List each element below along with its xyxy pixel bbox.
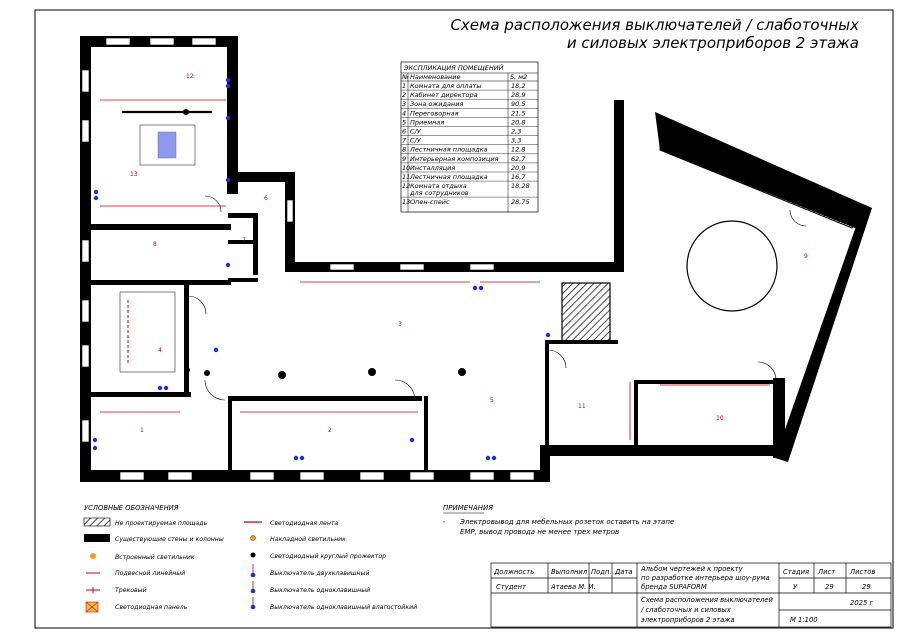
explication-row-name: Опен-спейс (410, 198, 450, 207)
explication-row-area: 90,5 (511, 100, 526, 109)
stamp-sheets: 29 (862, 583, 871, 591)
explication-row-area: 16,7 (511, 173, 526, 181)
stamp-album-1: Альбом чертежей к проекту (641, 565, 743, 573)
legend-wall-swatch (84, 534, 110, 542)
waterproof-switch-icon (251, 597, 256, 609)
stamp-year: 2025 г (850, 599, 874, 607)
title-block-text (493, 565, 875, 624)
explication-row-name: Зона ожидания (410, 100, 464, 109)
round-spot-icon (251, 553, 256, 558)
explication-col-name: Наименование (410, 73, 461, 81)
room-label-11: 11 (578, 403, 586, 410)
explication-row-num: 5 (402, 118, 407, 127)
explication-row-name: для сотрудников (410, 189, 469, 198)
legend-hatch-swatch (84, 518, 110, 526)
explication-row-area: 62,7 (511, 154, 526, 163)
doors (188, 196, 806, 400)
explication-row-name: Инсталляция (410, 163, 456, 172)
explication-row-area: 18,28 (511, 182, 530, 191)
explication-row-area: 3,3 (511, 136, 522, 145)
room-label-12: 12 (186, 73, 194, 80)
stamp-sheet-label: Лист (818, 568, 836, 576)
stamp-sheets-label: Листов (850, 568, 876, 576)
single-switch-icon (251, 581, 256, 593)
room-label-10: 10 (716, 415, 724, 422)
legend-header: УСЛОВНЫЕ ОБОЗНАЧЕНИЯ (84, 504, 179, 512)
stamp-drawing-1: Схема расположения выключателей (641, 596, 773, 604)
explication-row-area: 18,2 (511, 82, 526, 90)
explication-row-area: 12,8 (511, 145, 526, 154)
explication-row-area: 20,9 (511, 163, 526, 172)
stamp-drawing-3: электроприборов 2 этажа (641, 616, 735, 624)
explication-row-name: Интерьерная композиция (410, 154, 499, 163)
explication-row-num: 2 (402, 91, 407, 100)
explication-row-num: 3 (402, 100, 407, 109)
explication-row-area: 28,9 (511, 91, 526, 100)
explication-row-name: Переговорная (410, 109, 459, 118)
legend-right-3: Выключатель двухклавишный (270, 570, 370, 577)
legend-left-1: Существующие стены и колонны (115, 536, 224, 543)
stamp-album-2: по разработке интерьера шоу-рума (641, 574, 770, 582)
stamp-col-author: Выполнил (551, 568, 588, 576)
explication-row-num: 1 (402, 82, 407, 90)
explication-row-num: 13 (402, 198, 411, 207)
meeting-table (120, 112, 212, 372)
room-label-13: 13 (130, 171, 138, 178)
explication-row-name: Приемная (410, 118, 445, 127)
surface-light-icon (251, 536, 256, 541)
explication-row-num: 7 (402, 136, 407, 145)
explication-row-name: Лестничная площадка (410, 145, 488, 154)
room-label-3: 3 (398, 321, 402, 328)
explication-table (401, 62, 538, 212)
legend-left-5: Светодиодная панель (115, 604, 188, 611)
explication-row-name: Комната для оплаты (410, 82, 482, 90)
explication-row-num: 12 (402, 182, 411, 191)
recessed-light-icon (90, 553, 96, 559)
stamp-col-sign: Подп. (591, 568, 612, 576)
explication-row-area: 2,3 (511, 127, 522, 136)
room-label-5: 5 (490, 397, 494, 404)
room-label-6: 6 (264, 195, 268, 202)
legend (84, 504, 417, 612)
room-label-8: 8 (153, 241, 157, 248)
explication-row-num: 11 (402, 173, 411, 181)
track-light-icon (86, 587, 100, 593)
explication-row-num: 9 (402, 154, 407, 163)
room-label-7: 7 (242, 237, 246, 244)
legend-right-5: Выключатель одноклавишный влагостойкий (270, 604, 418, 611)
legend-right-1: Накладной светильник (270, 536, 346, 543)
legend-right-2: Светодиодный круглый прожектор (270, 553, 387, 560)
title-line-2: и силовых электроприборов 2 этажа (566, 34, 859, 52)
stamp-drawing-2: / слаботочных и силовых (641, 606, 731, 614)
explication-row-area: 20,8 (511, 118, 526, 127)
notes-header: ПРИМЕЧАНИЯ (443, 504, 494, 512)
stamp-album-3: бренда SUPAFORM (641, 583, 707, 591)
explication-col-area: S, м2 (510, 73, 528, 81)
room-label-1: 1 (140, 427, 144, 434)
stamp-scale: М 1:100 (790, 616, 818, 624)
title-line-1: Схема расположения выключателей / слаботочных (450, 16, 859, 34)
stamp-col-position: Должность (494, 568, 535, 576)
room-label-2: 2 (328, 427, 332, 434)
legend-left-0: Не проектируемая площадь (115, 520, 208, 527)
explication-header: ЭКСПЛИКАЦИЯ ПОМЕЩЕНИЙ (404, 64, 504, 72)
notes-text-1: Электровывод для мебельных розеток оставить на этапе (460, 518, 675, 526)
round-installation (687, 221, 777, 311)
explication-row-name: Лестничная площадка (410, 173, 488, 181)
stamp-sheet: 29 (825, 583, 834, 591)
stamp-author-name: Атаева М. И. (551, 583, 596, 591)
stamp-stage: У (793, 583, 798, 591)
svg-text:-: - (443, 518, 446, 526)
explication-col-num: № (402, 73, 409, 81)
explication-row-area: 28,75 (511, 198, 530, 207)
explication-row-num: 4 (402, 109, 407, 118)
notes (443, 504, 674, 536)
double-switch-icon (251, 564, 256, 577)
non-designed-areas (562, 128, 860, 341)
legend-right-4: Выключатель одноклавишный (270, 587, 371, 594)
stamp-col-date: Дата (615, 568, 633, 576)
explication-row-name: С/У (410, 127, 421, 136)
legend-left-2: Встроенный светильник (115, 554, 195, 561)
explication-row-name: Кабинет директора (410, 91, 478, 100)
room-label-9: 9 (804, 253, 808, 260)
explication-row-num: 6 (402, 127, 407, 136)
legend-right-0: Светодиодная лента (270, 520, 339, 527)
room-label-4: 4 (158, 347, 162, 354)
stamp-position: Студент (496, 583, 527, 591)
stamp-stage-label: Стадия (783, 568, 810, 576)
legend-left-3: Подвесной линейный (115, 570, 186, 577)
explication-row-num: 8 (402, 145, 407, 154)
legend-left-4: Трековый (115, 587, 147, 594)
explication-row-num: 10 (402, 163, 411, 172)
explication-row-name: С/У (410, 136, 421, 145)
explication-row-name: Комната отдыха (410, 182, 467, 191)
explication-row-area: 21,5 (511, 109, 526, 118)
notes-text-2: ЕМР, вывод провода не менее трех метров (460, 528, 620, 536)
